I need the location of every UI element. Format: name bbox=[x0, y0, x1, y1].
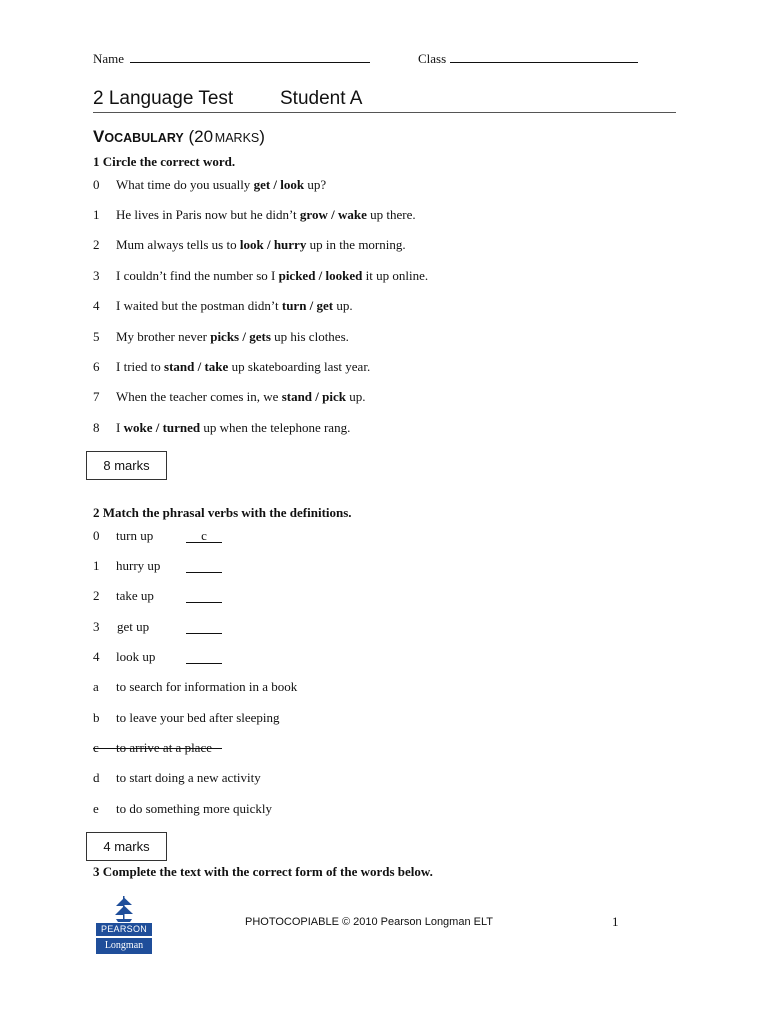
name-label: Name bbox=[93, 51, 125, 66]
exercise1-instruction: 1 Circle the correct word. bbox=[93, 154, 236, 169]
name-underline bbox=[130, 50, 370, 63]
answer-blank[interactable] bbox=[186, 649, 222, 664]
ship-icon bbox=[96, 893, 152, 923]
answer-blank[interactable] bbox=[186, 588, 222, 603]
class-underline bbox=[450, 50, 638, 63]
exercise1-marks-box: 8 marks bbox=[86, 451, 167, 480]
page-title bbox=[93, 88, 676, 113]
section-heading-vocabulary: VOCABULARY (20 MARKS) bbox=[93, 127, 265, 146]
answer-blank[interactable] bbox=[186, 558, 222, 573]
logo-brand: PEARSON bbox=[96, 923, 152, 936]
pearson-logo bbox=[96, 893, 152, 955]
page-number: 1 bbox=[612, 914, 619, 929]
strike-line bbox=[93, 748, 222, 749]
test-title: 2 Language Test bbox=[93, 88, 234, 109]
student-label: Student A bbox=[280, 88, 363, 109]
name-field bbox=[93, 50, 370, 67]
exercise2-marks-box: 4 marks bbox=[86, 832, 167, 861]
answer-blank[interactable]: c bbox=[186, 528, 222, 543]
answer-blank[interactable] bbox=[186, 619, 222, 634]
footer-copyright: PHOTOCOPIABLE © 2010 Pearson Longman ELT bbox=[245, 916, 493, 928]
class-field bbox=[418, 50, 638, 67]
exercise2-instruction: 2 Match the phrasal verbs with the definitions. bbox=[93, 505, 352, 520]
exercise3-instruction: 3 Complete the text with the correct form of the words below. bbox=[93, 864, 433, 879]
class-label: Class bbox=[418, 51, 447, 66]
logo-sub: Longman bbox=[96, 938, 152, 954]
definition-item-example: c to arrive at a place bbox=[93, 740, 223, 758]
